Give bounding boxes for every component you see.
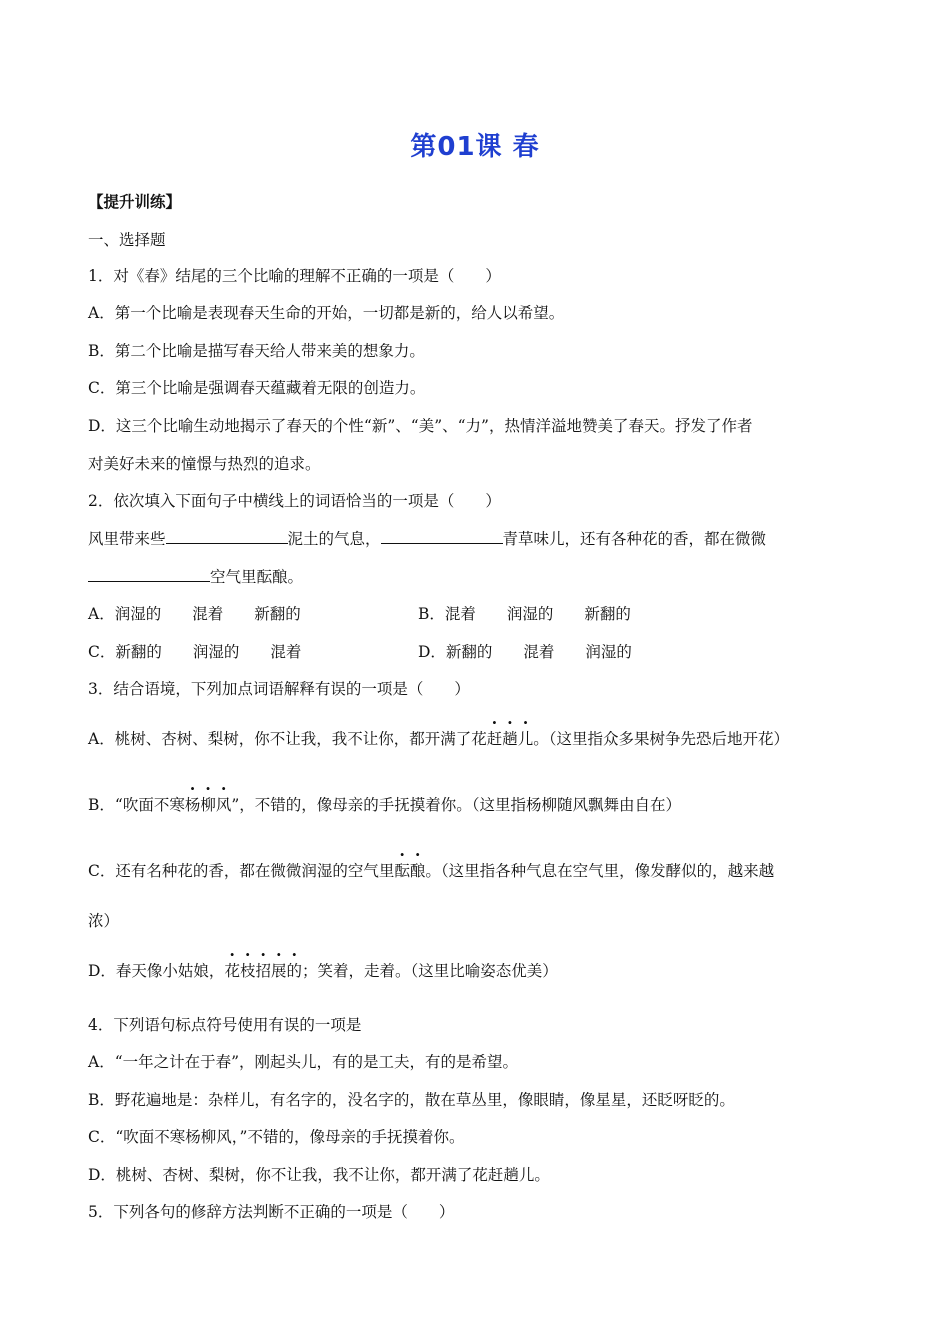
q2-option-c: C．新翻的 润湿的 混着 [88,643,302,661]
q2-option-a: A．润湿的 混着 新翻的 [88,605,301,623]
q4-option-c: C．“吹面不寒杨柳风，”不错的，像母亲的手抚摸着你。 [88,1128,465,1146]
q3-option-a [88,729,789,749]
q4-option-b: B．野花遍地是：杂样儿，有名字的，没名字的，散在草丛里，像眼睛，像星星，还眨呀眨的。 [88,1091,735,1109]
q3-a-text-pre: A．桃树、杏树、梨树，你不让我，我不让你，都开满了花 [88,730,487,748]
q2-blank-2 [381,529,503,544]
q3-option-d [88,961,558,981]
q3-b-text-pre: B．“吹面不寒 [88,796,185,814]
q3-a-dotted-char: 趟 [502,730,518,748]
q3-option-b [88,795,681,815]
q3-a-dotted-char: 赶 [486,730,503,748]
q1-option-c: C．第三个比喻是强调春天蕴藏着无限的创造力。 [88,379,426,397]
q5-stem: 5．下列各句的修辞方法判断不正确的一项是（ ） [88,1203,455,1221]
q1-option-b: B．第二个比喻是描写春天给人带来美的想象力。 [88,342,425,360]
q3-d-text-post: ；笑着，走着。（这里比喻姿态优美） [302,962,558,980]
q2-sentence-line1 [88,529,766,549]
q4-option-d: D．桃树、杏树、梨树，你不让我，我不让你，都开满了花赶趟儿。 [88,1166,550,1184]
section-heading: 【提升训练】 [88,193,182,211]
section-one-label: 一、选择题 [88,231,166,249]
q3-d-dotted-char: 枝 [239,962,256,980]
q2-blank-3 [88,567,210,582]
page-title: 第01课 春 [410,132,540,162]
q2-sentence-part3: 青草味儿，还有各种花的香，都在微微 [502,530,767,548]
q2-sentence-line2 [88,567,303,587]
q3-b-text-post: ”，不错的，像母亲的手抚摸着你。（这里指杨柳随风飘舞由自在） [231,796,682,814]
q3-b-dotted-char: 柳 [200,796,216,814]
q1-option-a: A．第一个比喻是表现春天生命的开始，一切都是新的，给人以希望。 [88,304,565,322]
q2-blank-1 [166,529,288,544]
q3-stem: 3．结合语境，下列加点词语解释有误的一项是（ ） [88,680,470,698]
q2-option-d: D．新翻的 混着 润湿的 [418,643,632,661]
q3-d-dotted-char: 招 [255,962,271,980]
q3-c-dotted-char: 酝 [394,862,410,880]
q2-sentence-part1: 风里带来些 [88,530,166,548]
q3-c-text-post: 。（这里指各种气息在空气里，像发酵似的，越来越 [425,862,775,880]
q3-a-text-post: 。（这里指众多果树争先恐后地开花） [533,730,790,748]
q4-option-a: A．“一年之计在于春”，刚起头儿，有的是工夫，有的是希望。 [88,1053,519,1071]
q3-option-c-line2: 浓） [88,912,120,930]
q3-d-dotted-char: 展 [270,962,287,980]
q3-d-text-pre: D．春天像小姑娘， [88,962,225,980]
q3-b-dotted-char: 杨 [184,796,201,814]
q3-c-text-pre: C．还有名种花的香，都在微微润湿的空气里 [88,862,395,880]
q2-sentence-part2: 泥土的气息， [287,530,381,548]
q3-option-c [88,861,774,881]
q1-option-d-line1: D．这三个比喻生动地揭示了春天的个性“新”、“美”、“力”，热情洋溢地赞美了春天。抒发了作者 [88,417,753,435]
q1-option-d-line2: 对美好未来的憧憬与热烈的追求。 [88,455,321,473]
q2-sentence-part4: 空气里酝酿。 [210,568,304,586]
q3-a-dotted-char: 儿 [517,730,534,748]
q3-d-dotted-char: 的 [286,962,303,980]
q4-stem: 4．下列语句标点符号使用有误的一项是 [88,1016,362,1034]
q3-c-dotted-char: 酿 [409,862,426,880]
q3-d-dotted-char: 花 [224,962,240,980]
q1-stem: 1．对《春》结尾的三个比喻的理解不正确的一项是（ ） [88,267,501,285]
q2-option-b: B．混着 润湿的 新翻的 [418,605,631,623]
q2-stem: 2．依次填入下面句子中横线上的词语恰当的一项是（ ） [88,492,501,510]
q3-b-dotted-char: 风 [215,796,232,814]
